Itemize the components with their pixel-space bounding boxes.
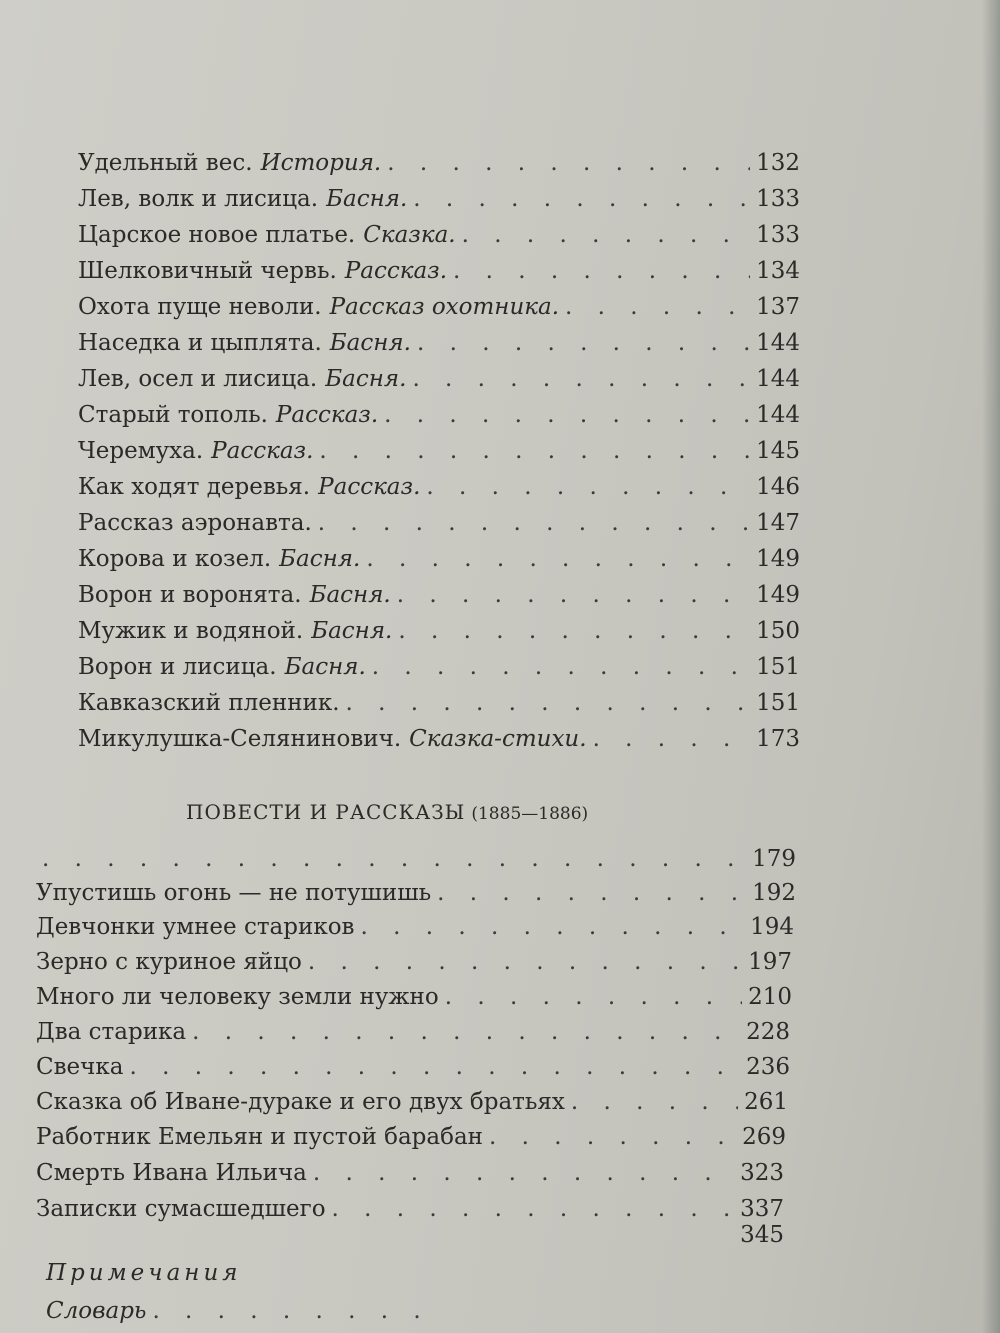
leader-dots <box>318 508 750 538</box>
leader-dots <box>313 1158 734 1188</box>
leader-dots <box>462 220 750 250</box>
entry-page: 151 <box>756 690 800 716</box>
entry-page: 236 <box>746 1054 790 1080</box>
leader-dots <box>445 982 742 1012</box>
entry-title: Кавказский пленник. <box>78 690 340 716</box>
toc-entry <box>78 652 800 682</box>
entry-title: Рассказ аэронавта. <box>78 510 312 536</box>
entry-title: Микулушка-Селянинович. <box>78 726 402 752</box>
toc-entry <box>36 1220 784 1250</box>
entry-genre: Басня. <box>325 366 407 392</box>
entry-page: 133 <box>756 222 800 248</box>
section-heading-years: (1885—1886) <box>471 804 589 824</box>
entry-title: Корова и козел. <box>78 546 272 572</box>
entry-page: 323 <box>740 1160 784 1186</box>
entry-page: 210 <box>748 984 792 1010</box>
leader-dots <box>437 878 746 908</box>
toc-entry <box>78 364 800 394</box>
entry-page: 134 <box>756 258 800 284</box>
toc-entry <box>78 328 800 358</box>
entry-title: Удельный вес. <box>78 150 253 176</box>
leader-dots <box>593 724 751 754</box>
leader-dots <box>192 1017 740 1047</box>
entry-title: Лев, осел и лисица. <box>78 366 318 392</box>
toc-entry <box>36 947 792 977</box>
entry-title: Ворон и воронята. <box>78 582 302 608</box>
leader-dots <box>372 652 750 682</box>
leader-dots <box>412 364 750 394</box>
entry-genre: Сказка-стихи. <box>409 726 587 752</box>
entry-title: Охота пуще неволи. <box>78 294 322 320</box>
entry-page: 133 <box>756 186 800 212</box>
entry-genre: Рассказ охотника. <box>329 294 560 320</box>
entry-page: 146 <box>756 474 800 500</box>
entry-title: Черемуха. <box>78 438 204 464</box>
leader-dots <box>489 1122 736 1152</box>
leader-dots <box>413 184 750 214</box>
toc-entry-notes <box>46 1258 446 1288</box>
entry-title: Свечка <box>36 1054 124 1080</box>
entry-page: 179 <box>752 846 796 872</box>
leader-dots <box>152 1296 440 1326</box>
leader-dots <box>42 844 746 874</box>
entry-page: 337 <box>740 1196 784 1222</box>
entry-genre: Рассказ. <box>318 474 421 500</box>
leader-dots <box>319 436 750 466</box>
section-heading-title: ПОВЕСТИ И РАССКАЗЫ <box>186 800 466 824</box>
entry-page: 137 <box>756 294 800 320</box>
toc-entry <box>78 148 800 178</box>
notes-label: Примечания <box>46 1260 242 1286</box>
entry-page: 144 <box>756 402 800 428</box>
entry-title: Шелковичный червь. <box>78 258 337 284</box>
entry-title: Девчонки умнее стариков <box>36 914 355 940</box>
toc-entry <box>78 472 800 502</box>
toc-entry <box>36 1158 784 1188</box>
entry-genre: История. <box>260 150 382 176</box>
toc-entry <box>36 878 796 908</box>
entry-title: Смерть Ивана Ильича <box>36 1160 307 1186</box>
entry-title: Зерно с куриное яйцо <box>36 949 302 975</box>
leader-dots <box>565 292 750 322</box>
entry-genre: Басня. <box>311 618 393 644</box>
entry-genre: Рассказ. <box>211 438 314 464</box>
entry-page: 150 <box>756 618 800 644</box>
entry-page: 145 <box>756 438 800 464</box>
leader-dots <box>366 544 750 574</box>
leader-dots <box>129 1052 740 1082</box>
toc-entry <box>78 508 800 538</box>
entry-title: Сказка об Иване-дураке и его двух братьях <box>36 1089 565 1115</box>
entry-genre: Басня. <box>279 546 361 572</box>
toc-entry <box>78 616 800 646</box>
toc-entry <box>78 436 800 466</box>
toc-entry <box>78 400 800 430</box>
toc-entry <box>36 844 796 874</box>
section-heading <box>186 800 588 824</box>
leader-dots <box>397 580 750 610</box>
entry-page: 192 <box>752 880 796 906</box>
leader-dots <box>308 947 742 977</box>
entry-genre: Сказка. <box>363 222 456 248</box>
entry-title: Старый тополь. <box>78 402 268 428</box>
entry-page: 144 <box>756 366 800 392</box>
leader-dots <box>398 616 750 646</box>
entry-page: 132 <box>756 150 800 176</box>
toc-entry <box>36 912 794 942</box>
entry-title: Работник Емельян и пустой барабан <box>36 1124 484 1150</box>
toc-entry <box>78 688 800 718</box>
toc-entry-dictionary <box>46 1296 446 1326</box>
toc-entry <box>36 1087 788 1117</box>
leader-dots <box>346 688 751 718</box>
entry-title: Лев, волк и лисица. <box>78 186 319 212</box>
dictionary-label: Словарь <box>46 1298 147 1324</box>
leader-dots <box>361 912 745 942</box>
entry-genre: Басня. <box>284 654 366 680</box>
leader-dots <box>426 472 750 502</box>
entry-page: 197 <box>748 949 792 975</box>
entry-title: Записки сумасшедшего <box>36 1196 326 1222</box>
toc-entry <box>78 724 800 754</box>
leader-dots <box>453 256 750 286</box>
entry-title: Как ходят деревья. <box>78 474 311 500</box>
entry-title: Мужик и водяной. <box>78 618 304 644</box>
toc-entry <box>78 256 800 286</box>
entry-page: 149 <box>756 546 800 572</box>
entry-page: 173 <box>756 726 800 752</box>
toc-entry <box>36 1052 790 1082</box>
entry-page: 151 <box>756 654 800 680</box>
entry-page: 147 <box>756 510 800 536</box>
toc-entry <box>78 220 800 250</box>
entry-title: Много ли человеку земли нужно <box>36 984 439 1010</box>
entry-page: 149 <box>756 582 800 608</box>
entry-genre: Рассказ. <box>344 258 448 284</box>
toc-entry <box>78 580 800 610</box>
toc-entry <box>78 184 800 214</box>
entry-page: 261 <box>744 1089 788 1115</box>
entry-genre: Басня. <box>326 186 408 212</box>
entry-title: Упустишь огонь — не потушишь <box>36 880 432 906</box>
entry-page: 345 <box>740 1222 784 1248</box>
toc-entry <box>78 292 800 322</box>
entry-page: 194 <box>750 914 794 940</box>
entry-genre: Басня. <box>309 582 391 608</box>
leader-dots <box>417 328 750 358</box>
entry-page: 144 <box>756 330 800 356</box>
toc-entry <box>78 544 800 574</box>
entry-title: Два старика <box>36 1019 187 1045</box>
toc-entry <box>36 1017 790 1047</box>
entry-genre: Рассказ. <box>275 402 379 428</box>
entry-title: Царское новое платье. <box>78 222 356 248</box>
entry-title: Наседка и цыплята. <box>78 330 322 356</box>
toc-entry <box>36 982 792 1012</box>
toc-entry <box>36 1122 786 1152</box>
leader-dots <box>571 1087 738 1117</box>
entry-page: 228 <box>746 1019 790 1045</box>
leader-dots <box>384 400 750 430</box>
leader-dots <box>387 148 750 178</box>
entry-page: 269 <box>742 1124 786 1150</box>
entry-genre: Басня. <box>329 330 411 356</box>
entry-title: Ворон и лисица. <box>78 654 277 680</box>
